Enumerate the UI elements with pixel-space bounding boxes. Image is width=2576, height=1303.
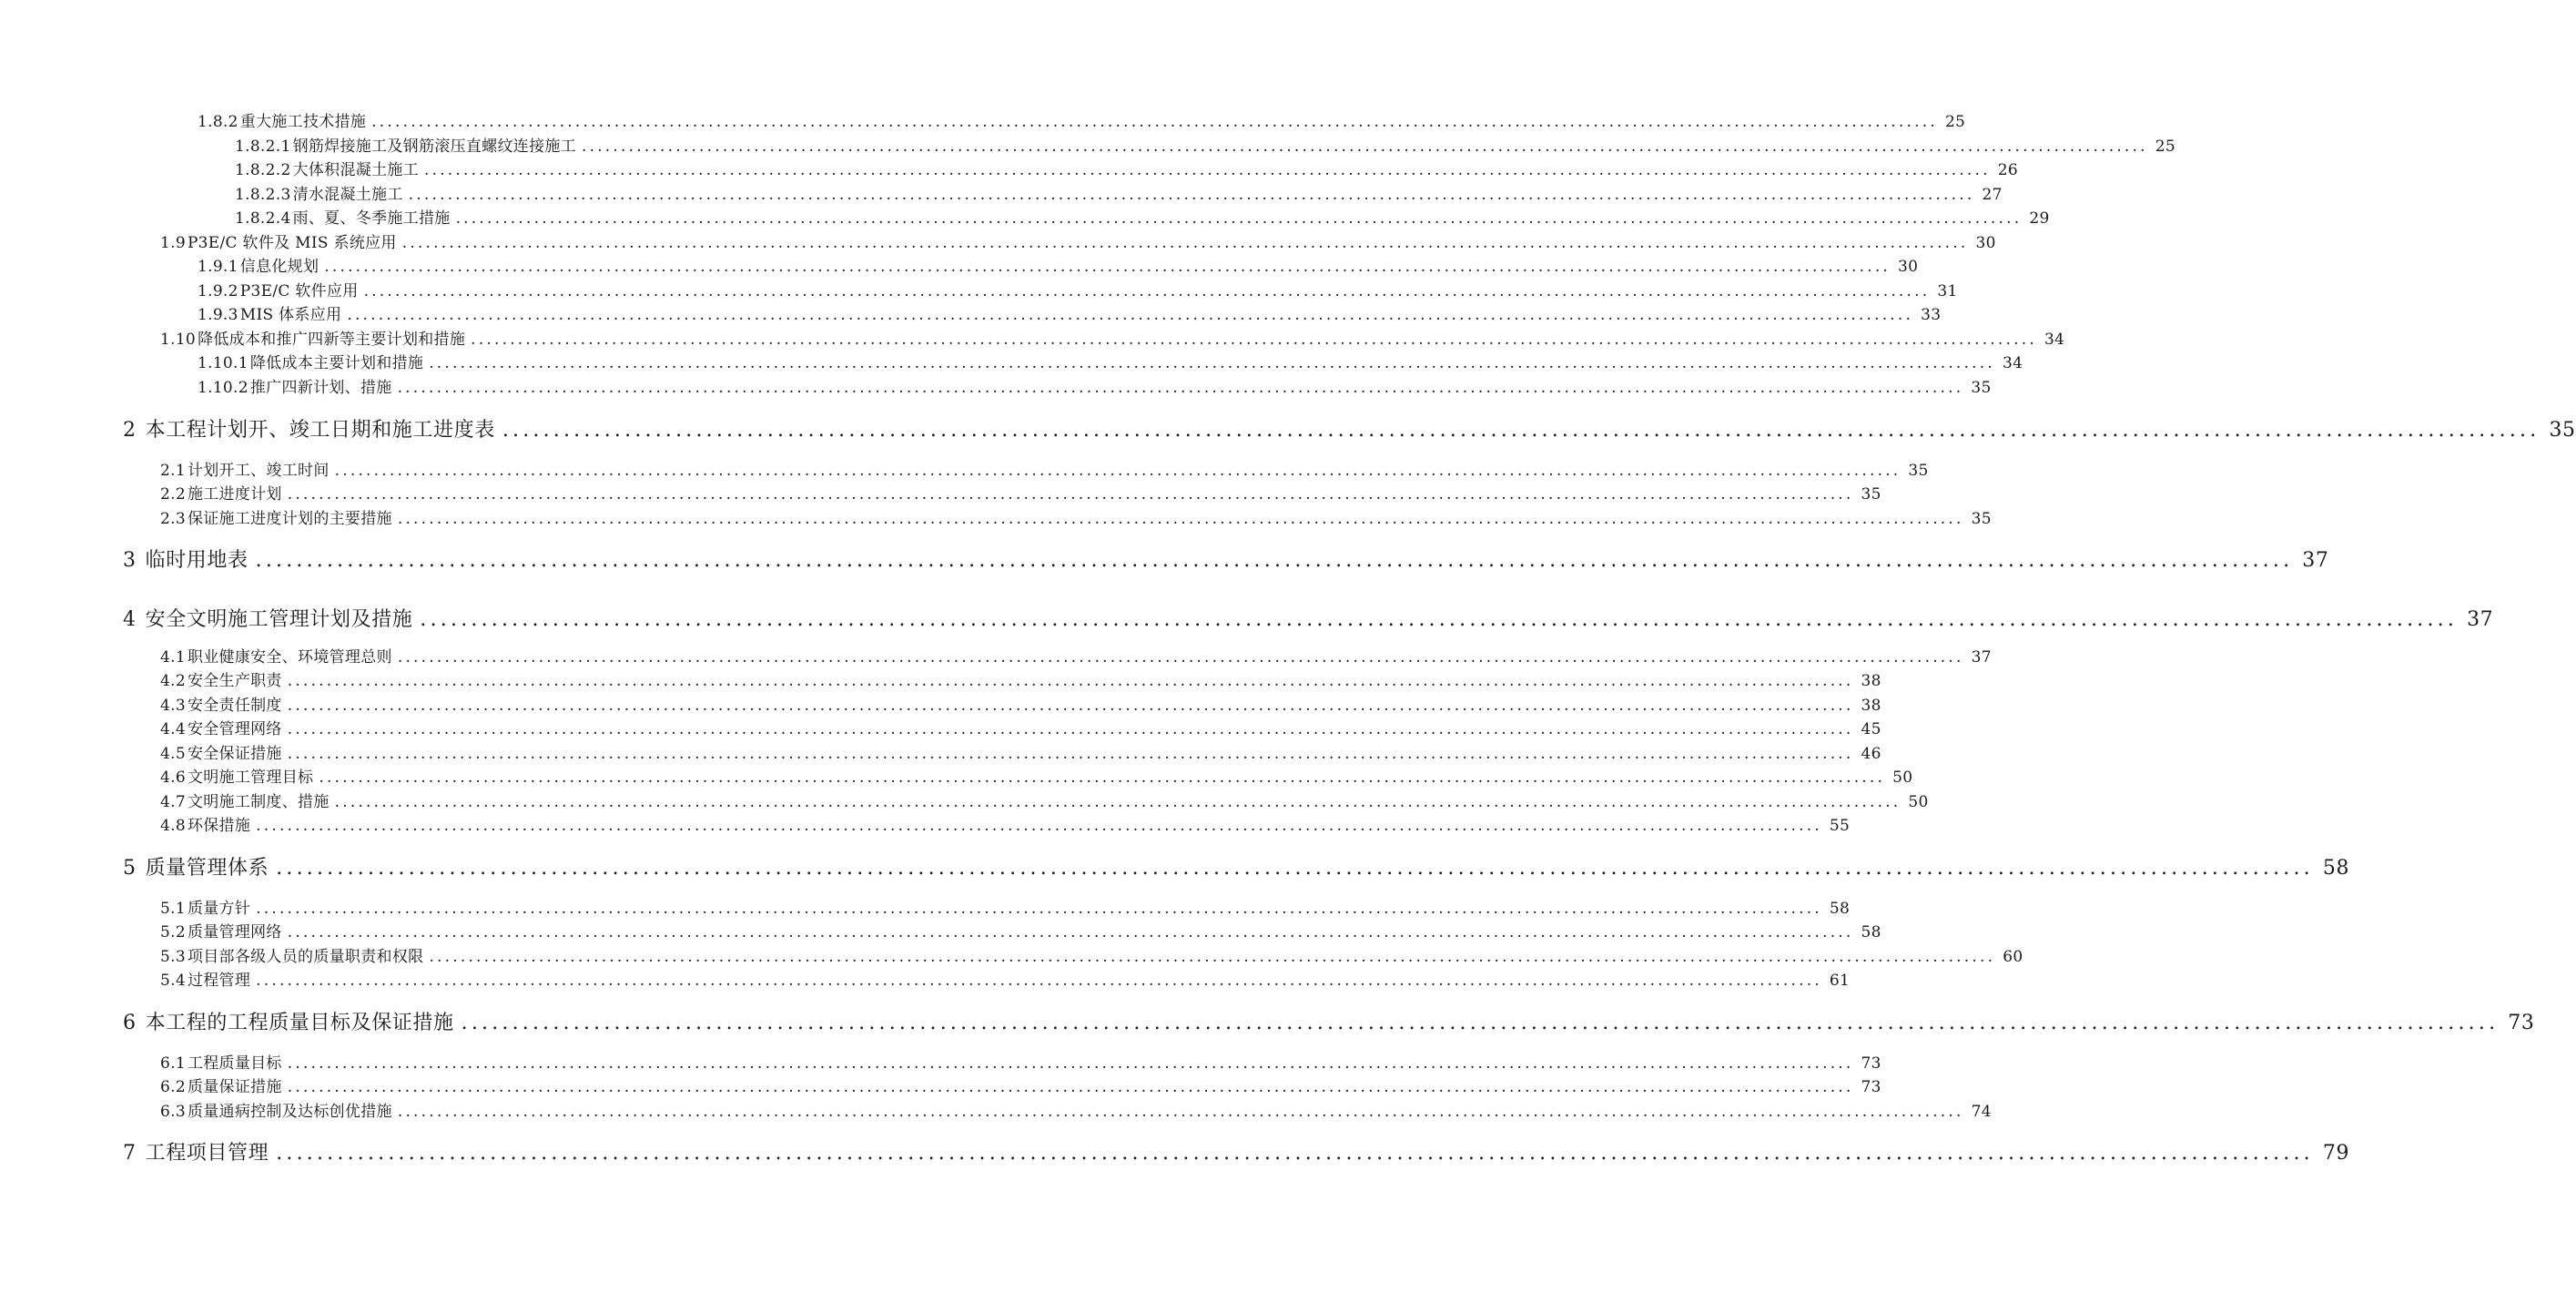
toc-entry-title: 安全文明施工管理计划及措施 bbox=[145, 608, 413, 631]
toc-section-entry[interactable] bbox=[160, 671, 1881, 691]
toc-entry-number: 5.4 bbox=[160, 972, 186, 990]
toc-entry-number: 1.8.2 bbox=[198, 113, 238, 131]
toc-entry-page-number: 25 bbox=[1944, 113, 1966, 131]
toc-entry-page-number: 58 bbox=[1861, 923, 1881, 942]
toc-entry-page-number: 35 bbox=[1971, 510, 1992, 528]
toc-entry-title: 安全生产职责 bbox=[187, 672, 282, 690]
toc-entry-number: 4.6 bbox=[160, 769, 186, 787]
toc-entry-page-number: 29 bbox=[2029, 209, 2050, 228]
toc-entry-number: 1.8.2.1 bbox=[235, 137, 291, 156]
toc-section-entry[interactable] bbox=[160, 233, 1996, 253]
dot-leader: ........................................................................................................................................................................................................ bbox=[429, 354, 1995, 372]
dot-leader: ........................................................................................................................................................................................................ bbox=[502, 419, 2541, 442]
toc-section-entry[interactable] bbox=[160, 330, 2065, 350]
toc-entry-title: 质量保证措施 bbox=[187, 1078, 282, 1096]
dot-leader: ........................................................................................................................................................................................................ bbox=[334, 793, 1902, 811]
toc-entry-number: 2.3 bbox=[160, 510, 186, 528]
toc-entry-title: 安全保证措施 bbox=[187, 745, 282, 763]
toc-entry-title: 文明施工制度、措施 bbox=[187, 793, 330, 811]
toc-entry-page-number: 61 bbox=[1829, 972, 1851, 990]
dot-leader: ........................................................................................................................................................................................................ bbox=[363, 282, 1931, 300]
toc-entry-title: 工程项目管理 bbox=[145, 1142, 269, 1165]
dot-leader: ........................................................................................................................................................................................................ bbox=[401, 234, 1969, 252]
toc-section-entry[interactable] bbox=[160, 792, 1929, 812]
toc-entry-number: 5.2 bbox=[160, 923, 186, 942]
toc-entry-page-number: 73 bbox=[2508, 1012, 2535, 1034]
toc-chapter-entry[interactable] bbox=[123, 547, 2329, 575]
toc-entry-title: 环保措施 bbox=[187, 817, 251, 835]
toc-entry-number: 5.1 bbox=[160, 900, 186, 918]
toc-entry-page-number: 37 bbox=[2467, 608, 2494, 631]
toc-entry-number: 1.10.2 bbox=[198, 379, 248, 397]
toc-entry-number: 6.3 bbox=[160, 1103, 186, 1121]
toc-entry-page-number: 37 bbox=[1971, 648, 1992, 667]
toc-entry-page-number: 35 bbox=[1971, 379, 1992, 397]
dot-leader: ........................................................................................................................................................................................................ bbox=[287, 697, 1854, 715]
dot-leader: ........................................................................................................................................................................................................ bbox=[397, 510, 1964, 528]
toc-entry-page-number: 58 bbox=[1829, 900, 1851, 918]
toc-section-entry[interactable] bbox=[198, 305, 1942, 325]
toc-entry-title: 雨、夏、冬季施工措施 bbox=[292, 209, 451, 228]
dot-leader: ........................................................................................................................................................................................................ bbox=[429, 948, 1996, 966]
toc-entry-page-number: 45 bbox=[1861, 720, 1881, 738]
toc-entry-title: 大体积混凝土施工 bbox=[292, 161, 419, 179]
dot-leader: ........................................................................................................................................................................................................ bbox=[581, 137, 2148, 156]
toc-entry-number: 4.4 bbox=[160, 720, 186, 738]
toc-entry-page-number: 58 bbox=[2322, 857, 2350, 880]
dot-leader: ........................................................................................................................................................................................................ bbox=[423, 161, 1991, 179]
dot-leader: ........................................................................................................................................................................................................ bbox=[276, 857, 2314, 880]
dot-leader: ........................................................................................................................................................................................................ bbox=[420, 608, 2459, 631]
toc-entry-title: 质量管理网络 bbox=[187, 923, 282, 942]
toc-entry-title: 本工程的工程质量目标及保证措施 bbox=[145, 1012, 454, 1034]
toc-section-entry[interactable] bbox=[160, 484, 1881, 504]
toc-section-entry[interactable] bbox=[160, 719, 1881, 739]
dot-leader: ........................................................................................................................................................................................................ bbox=[455, 209, 2023, 228]
toc-entry-title: 清水混凝土施工 bbox=[292, 186, 403, 204]
toc-entry-number: 6.2 bbox=[160, 1078, 186, 1096]
toc-entry-title: 工程质量目标 bbox=[187, 1054, 282, 1073]
toc-entry-title: 过程管理 bbox=[187, 972, 251, 990]
toc-entry-page-number: 79 bbox=[2322, 1142, 2350, 1165]
toc-entry-page-number: 35 bbox=[1861, 485, 1881, 504]
toc-entry-page-number: 74 bbox=[1971, 1103, 1992, 1121]
dot-leader: ........................................................................................................................................................................................................ bbox=[287, 1054, 1854, 1073]
dot-leader: ........................................................................................................................................................................................................ bbox=[256, 817, 1822, 835]
toc-entry-title: 临时用地表 bbox=[145, 549, 248, 572]
dot-leader: ........................................................................................................................................................................................................ bbox=[397, 648, 1964, 667]
toc-section-entry[interactable] bbox=[160, 696, 1881, 716]
toc-entry-number: 1.10.1 bbox=[198, 354, 248, 372]
toc-entry-number: 7 bbox=[123, 1142, 137, 1165]
toc-section-entry[interactable] bbox=[160, 1102, 1992, 1122]
toc-entry-title: P3E/C 软件及 MIS 系统应用 bbox=[187, 234, 397, 252]
toc-entry-title: 质量方针 bbox=[187, 900, 251, 918]
dot-leader: ........................................................................................................................................................................................................ bbox=[287, 720, 1854, 738]
toc-chapter-entry[interactable] bbox=[123, 855, 2350, 882]
toc-entry-number: 5.3 bbox=[160, 948, 186, 966]
toc-entry-number: 4.3 bbox=[160, 697, 186, 715]
toc-entry-number: 3 bbox=[123, 549, 137, 572]
toc-section-entry[interactable] bbox=[198, 281, 1958, 301]
toc-entry-number: 1.9.3 bbox=[198, 306, 238, 324]
toc-entry-number: 6.1 bbox=[160, 1054, 186, 1073]
dot-leader: ........................................................................................................................................................................................................ bbox=[255, 549, 2294, 572]
toc-entry-number: 4.7 bbox=[160, 793, 186, 811]
toc-entry-page-number: 38 bbox=[1861, 697, 1881, 715]
toc-entry-number: 1.8.2.3 bbox=[235, 186, 291, 204]
toc-section-entry[interactable] bbox=[160, 1054, 1881, 1074]
toc-section-entry[interactable] bbox=[160, 647, 1992, 667]
toc-section-entry[interactable] bbox=[160, 768, 1913, 788]
toc-entry-number: 1.8.2.4 bbox=[235, 209, 291, 228]
toc-entry-title: 职业健康安全、环境管理总则 bbox=[187, 648, 392, 667]
toc-entry-number: 6 bbox=[123, 1012, 137, 1034]
toc-entry-page-number: 34 bbox=[2044, 331, 2065, 349]
toc-entry-page-number: 46 bbox=[1861, 745, 1881, 763]
toc-entry-title: 重大施工技术措施 bbox=[239, 113, 367, 131]
dot-leader: ........................................................................................................................................................................................................ bbox=[256, 900, 1822, 918]
toc-chapter-entry[interactable] bbox=[123, 1010, 2535, 1037]
toc-entry-page-number: 30 bbox=[1898, 258, 1919, 276]
toc-section-entry[interactable] bbox=[198, 112, 1966, 132]
toc-entry-number: 4 bbox=[123, 608, 137, 631]
dot-leader: ........................................................................................................................................................................................................ bbox=[334, 462, 1902, 480]
toc-entry-page-number: 55 bbox=[1829, 817, 1851, 835]
dot-leader: ........................................................................................................................................................................................................ bbox=[408, 186, 1975, 204]
toc-entry-number: 1.9.1 bbox=[198, 258, 238, 276]
toc-section-entry[interactable] bbox=[160, 461, 1929, 481]
toc-entry-title: 施工进度计划 bbox=[187, 485, 282, 504]
toc-section-entry[interactable] bbox=[235, 209, 2050, 229]
toc-entry-number: 2.1 bbox=[160, 462, 186, 480]
toc-entry-title: 项目部各级人员的质量职责和权限 bbox=[187, 948, 424, 966]
toc-entry-title: P3E/C 软件应用 bbox=[239, 282, 359, 300]
dot-leader: ........................................................................................................................................................................................................ bbox=[287, 923, 1854, 942]
dot-leader: ........................................................................................................................................................................................................ bbox=[397, 379, 1964, 397]
toc-entry-page-number: 60 bbox=[2003, 948, 2023, 966]
toc-chapter-entry[interactable] bbox=[123, 606, 2494, 634]
toc-section-entry[interactable] bbox=[235, 160, 2018, 180]
toc-entry-number: 2 bbox=[123, 419, 137, 442]
toc-entry-page-number: 37 bbox=[2302, 549, 2329, 572]
dot-leader: ........................................................................................................................................................................................................ bbox=[287, 745, 1854, 763]
toc-entry-title: 质量管理体系 bbox=[145, 857, 269, 880]
dot-leader: ........................................................................................................................................................................................................ bbox=[471, 331, 2037, 349]
toc-entry-number: 2.2 bbox=[160, 485, 186, 504]
toc-entry-page-number: 26 bbox=[1997, 161, 2018, 179]
toc-section-entry[interactable] bbox=[160, 899, 1851, 919]
dot-leader: ........................................................................................................................................................................................................ bbox=[319, 769, 1886, 787]
toc-entry-page-number: 30 bbox=[1975, 234, 1996, 252]
toc-entry-page-number: 31 bbox=[1937, 282, 1958, 300]
toc-entry-number: 5 bbox=[123, 857, 137, 880]
toc-entry-page-number: 38 bbox=[1861, 672, 1881, 690]
toc-entry-title: 降低成本和推广四新等主要计划和措施 bbox=[198, 331, 466, 349]
dot-leader: ........................................................................................................................................................................................................ bbox=[287, 672, 1854, 690]
toc-entry-number: 1.8.2.2 bbox=[235, 161, 291, 179]
toc-entry-title: 降低成本主要计划和措施 bbox=[249, 354, 424, 372]
dot-leader: ........................................................................................................................................................................................................ bbox=[256, 972, 1822, 990]
toc-entry-title: 文明施工管理目标 bbox=[187, 769, 314, 787]
toc-entry-number: 4.5 bbox=[160, 745, 186, 763]
toc-entry-title: 钢筋焊接施工及钢筋滚压直螺纹连接施工 bbox=[292, 137, 576, 156]
toc-section-entry[interactable] bbox=[160, 971, 1851, 991]
toc-section-entry[interactable] bbox=[198, 353, 2023, 373]
toc-entry-number: 4.1 bbox=[160, 648, 186, 667]
dot-leader: ........................................................................................................................................................................................................ bbox=[397, 1103, 1964, 1121]
toc-section-entry[interactable] bbox=[235, 137, 2175, 157]
dot-leader: ........................................................................................................................................................................................................ bbox=[461, 1012, 2500, 1034]
toc-section-entry[interactable] bbox=[160, 744, 1881, 764]
dot-leader: ........................................................................................................................................................................................................ bbox=[276, 1142, 2314, 1165]
toc-chapter-entry[interactable] bbox=[123, 1140, 2350, 1167]
toc-entry-number: 1.9 bbox=[160, 234, 186, 252]
toc-entry-page-number: 35 bbox=[2549, 419, 2576, 442]
toc-entry-title: 计划开工、竣工时间 bbox=[187, 462, 330, 480]
toc-entry-title: 安全责任制度 bbox=[187, 697, 282, 715]
toc-entry-number: 4.8 bbox=[160, 817, 186, 835]
toc-entry-page-number: 73 bbox=[1861, 1054, 1881, 1073]
toc-entry-page-number: 35 bbox=[1908, 462, 1929, 480]
dot-leader: ........................................................................................................................................................................................................ bbox=[324, 258, 1891, 276]
toc-entry-number: 1.9.2 bbox=[198, 282, 238, 300]
toc-entry-page-number: 27 bbox=[1982, 186, 2003, 204]
dot-leader: ........................................................................................................................................................................................................ bbox=[287, 1078, 1854, 1096]
toc-entry-page-number: 25 bbox=[2155, 137, 2175, 156]
toc-section-entry[interactable] bbox=[235, 185, 2003, 205]
toc-section-entry[interactable] bbox=[160, 816, 1851, 836]
toc-section-entry[interactable] bbox=[198, 378, 1992, 398]
toc-entry-page-number: 50 bbox=[1908, 793, 1929, 811]
toc-entry-page-number: 50 bbox=[1892, 769, 1913, 787]
toc-section-entry[interactable] bbox=[160, 509, 1992, 529]
toc-entry-title: 保证施工进度计划的主要措施 bbox=[187, 510, 392, 528]
toc-entry-page-number: 34 bbox=[2002, 354, 2023, 372]
toc-entry-title: 质量通病控制及达标创优措施 bbox=[187, 1103, 392, 1121]
toc-entry-title: 信息化规划 bbox=[239, 258, 319, 276]
toc-entry-title: MIS 体系应用 bbox=[239, 306, 342, 324]
dot-leader: ........................................................................................................................................................................................................ bbox=[371, 113, 1938, 131]
toc-section-entry[interactable] bbox=[160, 947, 2023, 967]
toc-section-entry[interactable] bbox=[160, 1077, 1881, 1097]
dot-leader: ........................................................................................................................................................................................................ bbox=[287, 485, 1854, 504]
toc-chapter-entry[interactable] bbox=[123, 417, 2576, 444]
toc-entry-title: 安全管理网络 bbox=[187, 720, 282, 738]
toc-entry-page-number: 73 bbox=[1861, 1078, 1881, 1096]
dot-leader: ........................................................................................................................................................................................................ bbox=[347, 306, 1914, 324]
toc-entry-number: 1.10 bbox=[160, 331, 197, 349]
toc-entry-page-number: 33 bbox=[1921, 306, 1942, 324]
toc-entry-title: 本工程计划开、竣工日期和施工进度表 bbox=[145, 419, 495, 442]
toc-entry-number: 4.2 bbox=[160, 672, 186, 690]
toc-section-entry[interactable] bbox=[198, 257, 1919, 277]
toc-entry-title: 推广四新计划、措施 bbox=[249, 379, 392, 397]
toc-section-entry[interactable] bbox=[160, 922, 1881, 942]
